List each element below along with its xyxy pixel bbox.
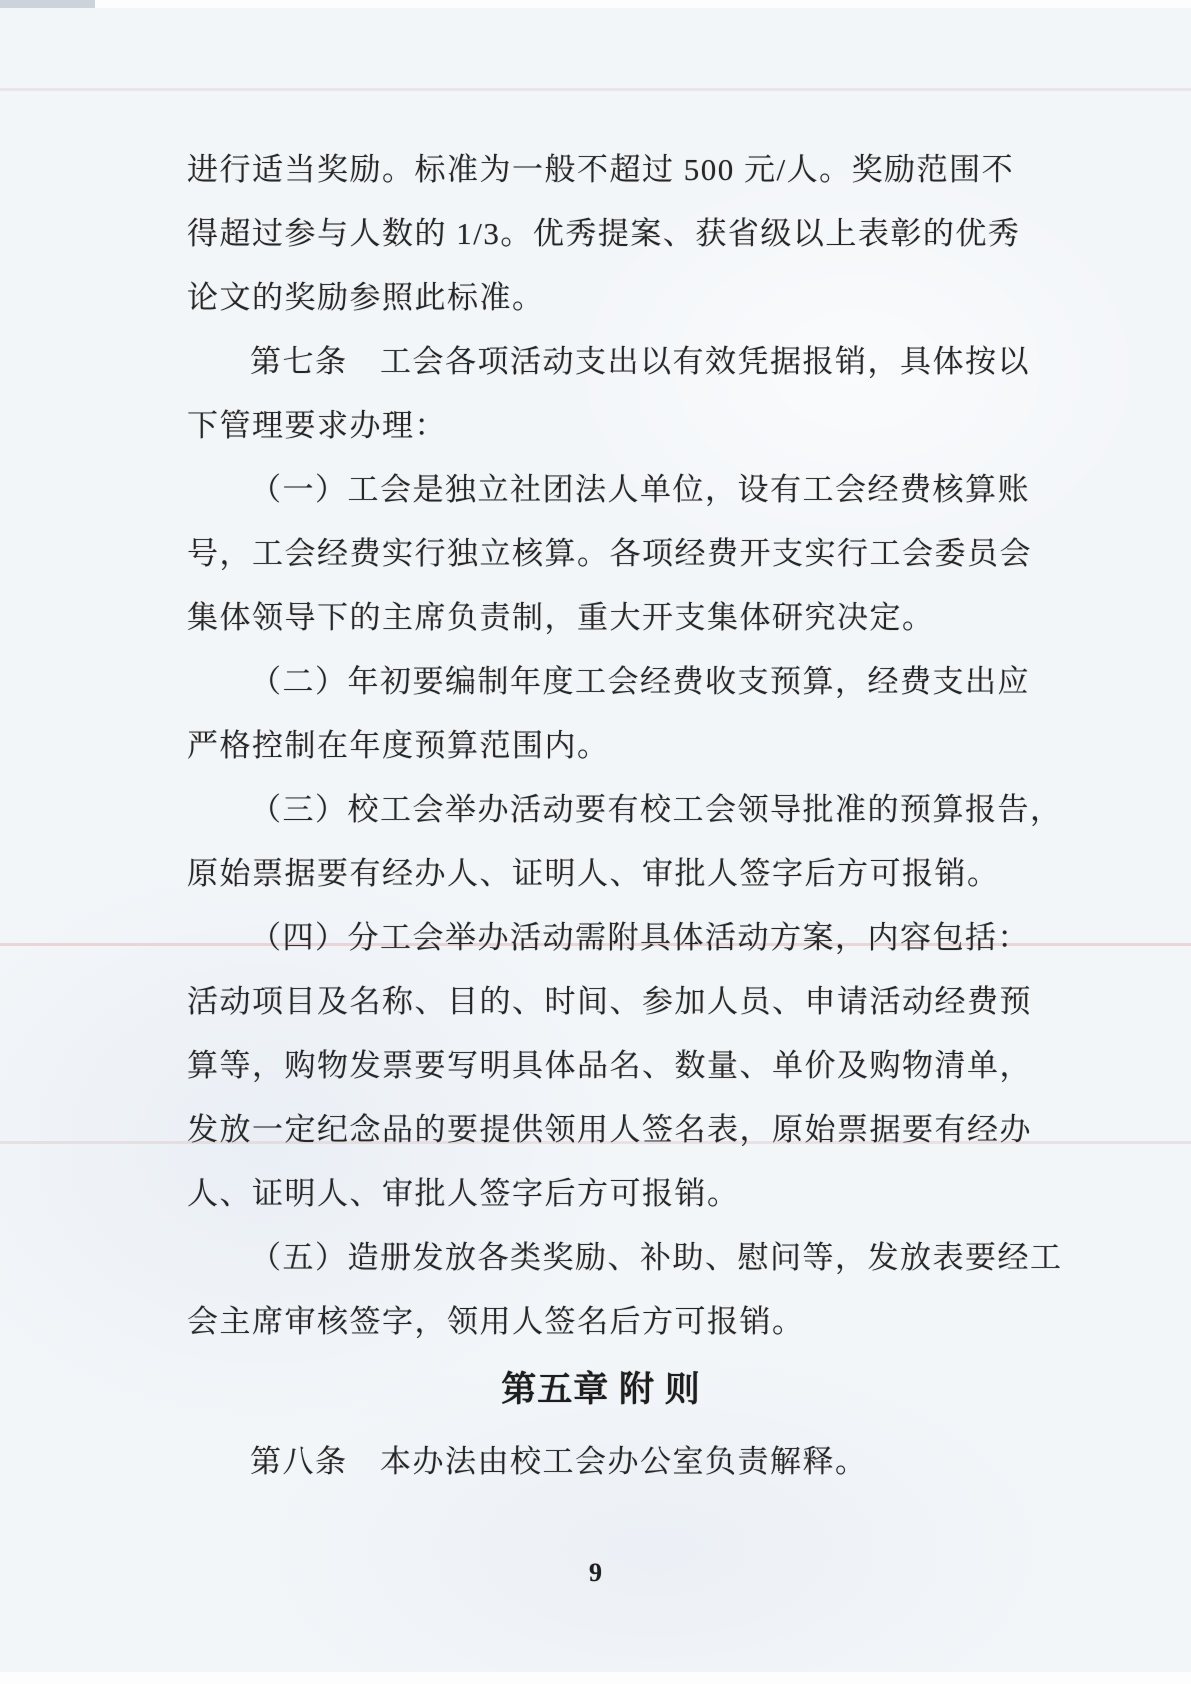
document-body xyxy=(187,138,1063,1494)
text-line-item-3: （三）校工会举办活动要有校工会领导批准的预算报告， xyxy=(250,792,1063,827)
scan-edge-top xyxy=(0,0,1191,8)
chapter-heading: 第五章 附 则 xyxy=(501,1370,701,1409)
text-line-article-8: 第八条 本办法由校工会办公室负责解释。 xyxy=(250,1444,868,1479)
text-line-item-2: （二）年初要编制年度工会经费收支预算，经费支出应 xyxy=(250,664,1030,699)
scan-edge-bottom xyxy=(0,1672,1191,1684)
text-line: 活动项目及名称、目的、时间、参加人员、申请活动经费预 xyxy=(187,984,1032,1019)
text-line: 人、证明人、审批人签字后方可报销。 xyxy=(187,1176,740,1211)
text-line: 会主席审核签字，领用人签名后方可报销。 xyxy=(187,1304,805,1339)
text-line: 原始票据要有经办人、证明人、审批人签字后方可报销。 xyxy=(187,856,1000,891)
text-line: 算等，购物发票要写明具体品名、数量、单价及购物清单， xyxy=(187,1048,1032,1083)
scan-artifact-line xyxy=(0,88,1191,91)
text-line: 论文的奖励参照此标准。 xyxy=(187,280,545,315)
text-line: 严格控制在年度预算范围内。 xyxy=(187,728,610,763)
text-line: 发放一定纪念品的要提供领用人签名表，原始票据要有经办 xyxy=(187,1112,1032,1147)
text-line: 得超过参与人数的 1/3。优秀提案、获省级以上表彰的优秀 xyxy=(187,216,1021,251)
text-line-article-7: 第七条 工会各项活动支出以有效凭据报销，具体按以 xyxy=(250,344,1030,379)
text-line: 号，工会经费实行独立核算。各项经费开支实行工会委员会 xyxy=(187,536,1032,571)
text-line-item-5: （五）造册发放各类奖励、补助、慰问等，发放表要经工 xyxy=(250,1240,1063,1275)
page-number: 9 xyxy=(589,1558,602,1587)
scan-corner-artifact xyxy=(0,0,95,8)
text-line-item-1: （一）工会是独立社团法人单位，设有工会经费核算账 xyxy=(250,472,1030,507)
text-line: 集体领导下的主席负责制，重大开支集体研究决定。 xyxy=(187,600,935,635)
text-line: 进行适当奖励。标准为一般不超过 500 元/人。奖励范围不 xyxy=(187,152,1015,187)
text-line-item-4: （四）分工会举办活动需附具体活动方案，内容包括： xyxy=(250,920,1030,955)
text-line: 下管理要求办理： xyxy=(187,408,447,443)
